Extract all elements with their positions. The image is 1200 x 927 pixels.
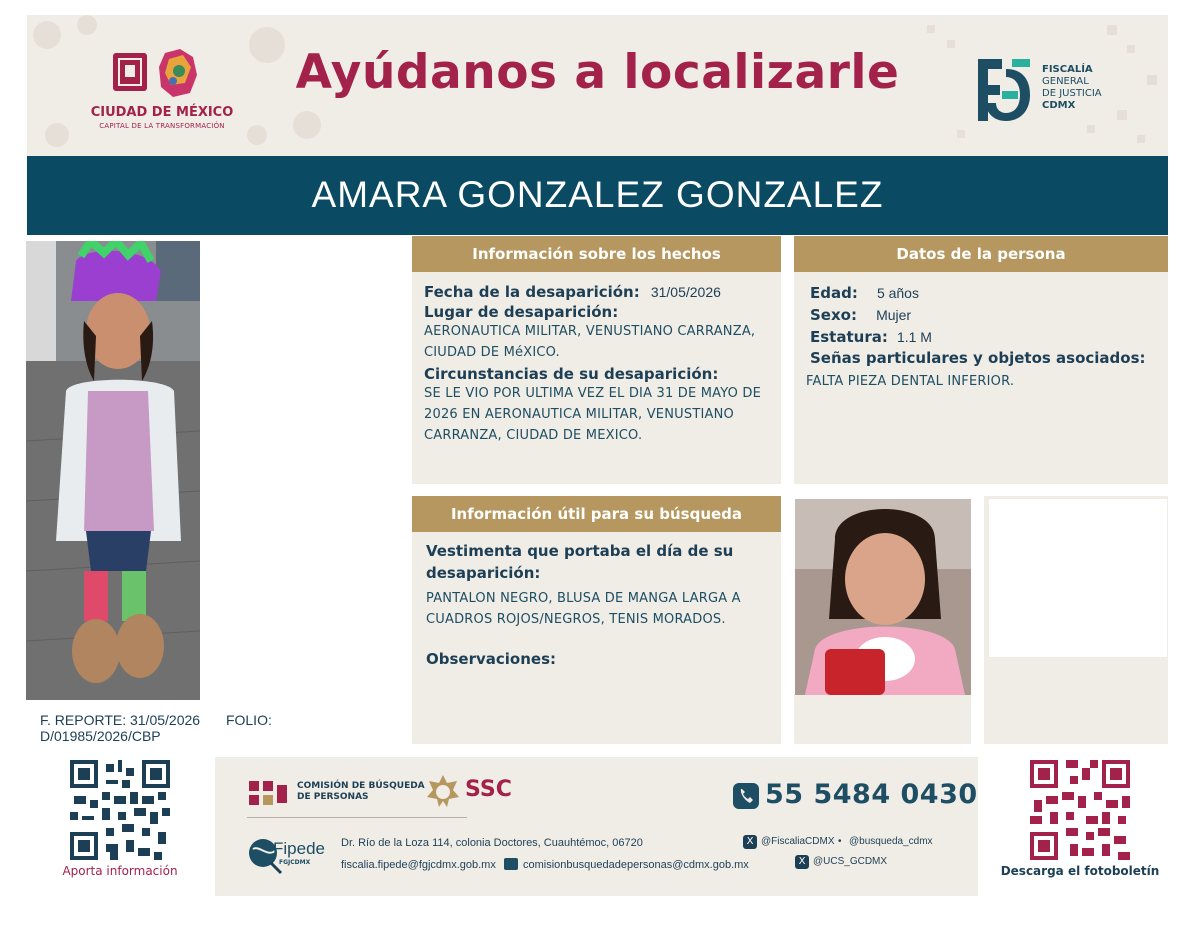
folio: FOLIO: D/01985/2026/CBP	[40, 712, 272, 744]
footer-contact	[215, 757, 978, 896]
fecha-value: 31/05/2026	[650, 284, 721, 300]
report-meta	[40, 712, 410, 744]
social-fiscalia[interactable]: @FiscaliaCDMX	[761, 836, 835, 847]
comision-name	[297, 781, 425, 803]
social-ucs[interactable]: @UCS_GCDMX	[813, 856, 888, 867]
divider	[247, 817, 467, 818]
fgj-logo	[972, 55, 1036, 125]
address: Dr. Río de la Loza 114, colonia Doctores, Cuauhtémoc, 06720	[341, 837, 643, 849]
qr-code-right[interactable]	[1030, 760, 1130, 860]
fipede-name: Fipede	[273, 839, 325, 858]
empty-photo-slot	[989, 499, 1167, 657]
observaciones-label: Observaciones:	[426, 650, 557, 668]
fgj-text	[1042, 64, 1152, 112]
qr-code-left[interactable]	[70, 760, 170, 860]
phone-number[interactable]: 55 5484 0430	[765, 779, 978, 810]
panel-datos	[794, 236, 1168, 484]
fecha-label: Fecha de la desaparición:	[424, 283, 640, 301]
name-band	[27, 156, 1168, 235]
full-body-photo	[26, 241, 200, 700]
panel-hechos-heading: Información sobre los hechos	[412, 236, 781, 272]
portrait-panel-bottom	[794, 695, 971, 744]
panel-hechos	[412, 236, 781, 484]
email-comision[interactable]: comisionbusquedadepersonas@cdmx.gob.mx	[523, 859, 749, 871]
vestimenta-value: PANTALON NEGRO, BLUSA DE MANGA LARGA A CUADROS ROJOS/NEGROS, TENIS MORADOS.	[426, 591, 741, 627]
fgj-line3: DE JUSTICIA	[1042, 88, 1102, 99]
fgj-line2: GENERAL	[1042, 76, 1089, 87]
comision-line1: COMISIÓN DE BÚSQUEDA	[297, 781, 425, 791]
social-separator: •	[838, 836, 842, 847]
fgj-line1: FISCALÍA	[1042, 64, 1093, 75]
sexo-value: Mujer	[876, 307, 912, 323]
comision-line2: DE PERSONAS	[297, 792, 369, 802]
phone-icon	[733, 783, 759, 809]
comision-logo-icon	[249, 781, 287, 807]
circunstancias-label: Circunstancias de su desaparición:	[424, 365, 719, 383]
email-fipede[interactable]: fiscalia.fipede@fgjcdmx.gob.mx	[341, 859, 496, 871]
person-name: AMARA GONZALEZ GONZALEZ	[311, 174, 884, 215]
fipede-sub: FGJCDMX	[279, 859, 311, 866]
sexo-label: Sexo:	[810, 306, 857, 324]
mail-icon	[504, 858, 518, 870]
circunstancias-value: SE LE VIO POR ULTIMA VEZ EL DIA 31 DE MAYO DE 2026 EN AERONAUTICA MILITAR, VENUSTIANO CARRANZA, CIUDAD DE MEXICO.	[424, 386, 762, 443]
panel-util-heading: Información útil para su búsqueda	[412, 496, 781, 532]
cdmx-name: CIUDAD DE MÉXICO	[90, 105, 234, 120]
panel-util	[412, 496, 781, 744]
ssc-label: SSC	[465, 777, 512, 802]
qr-right-label: Descarga el fotoboletín	[1000, 864, 1160, 878]
vestimenta-label: Vestimenta que portaba el día de su desaparición:	[426, 542, 734, 582]
social-busqueda[interactable]: @busqueda_cdmx	[849, 836, 933, 847]
ssc-badge-icon	[425, 773, 461, 809]
x-social-icon: X	[743, 835, 757, 849]
qr-left-label: Aporta información	[62, 864, 178, 878]
cdmx-subtitle: CAPITAL DE LA TRANSFORMACIÓN	[99, 122, 225, 130]
estatura-label: Estatura:	[810, 328, 888, 346]
estatura-value: 1.1 M	[896, 329, 932, 345]
edad-label: Edad:	[810, 284, 858, 302]
panel-datos-heading: Datos de la persona	[794, 236, 1168, 272]
senas-label: Señas particulares y objetos asociados:	[810, 349, 1146, 367]
header	[27, 15, 1168, 156]
child-figure-illustration	[26, 241, 200, 700]
portrait-photo	[795, 499, 971, 695]
report-date: F. REPORTE: 31/05/2026	[40, 712, 201, 728]
portrait-illustration	[795, 499, 971, 695]
edad-value: 5 años	[876, 285, 919, 301]
fgj-line4: CDMX	[1042, 100, 1076, 111]
page-title: Ayúdanos a localizarle	[295, 45, 900, 100]
lugar-label: Lugar de desaparición:	[424, 303, 619, 321]
x-social-icon-2: X	[795, 855, 809, 869]
senas-value: FALTA PIEZA DENTAL INFERIOR.	[806, 374, 1015, 389]
lugar-value: AERONAUTICA MILITAR, VENUSTIANO CARRANZA, CIUDAD DE MéXICO.	[424, 324, 756, 360]
